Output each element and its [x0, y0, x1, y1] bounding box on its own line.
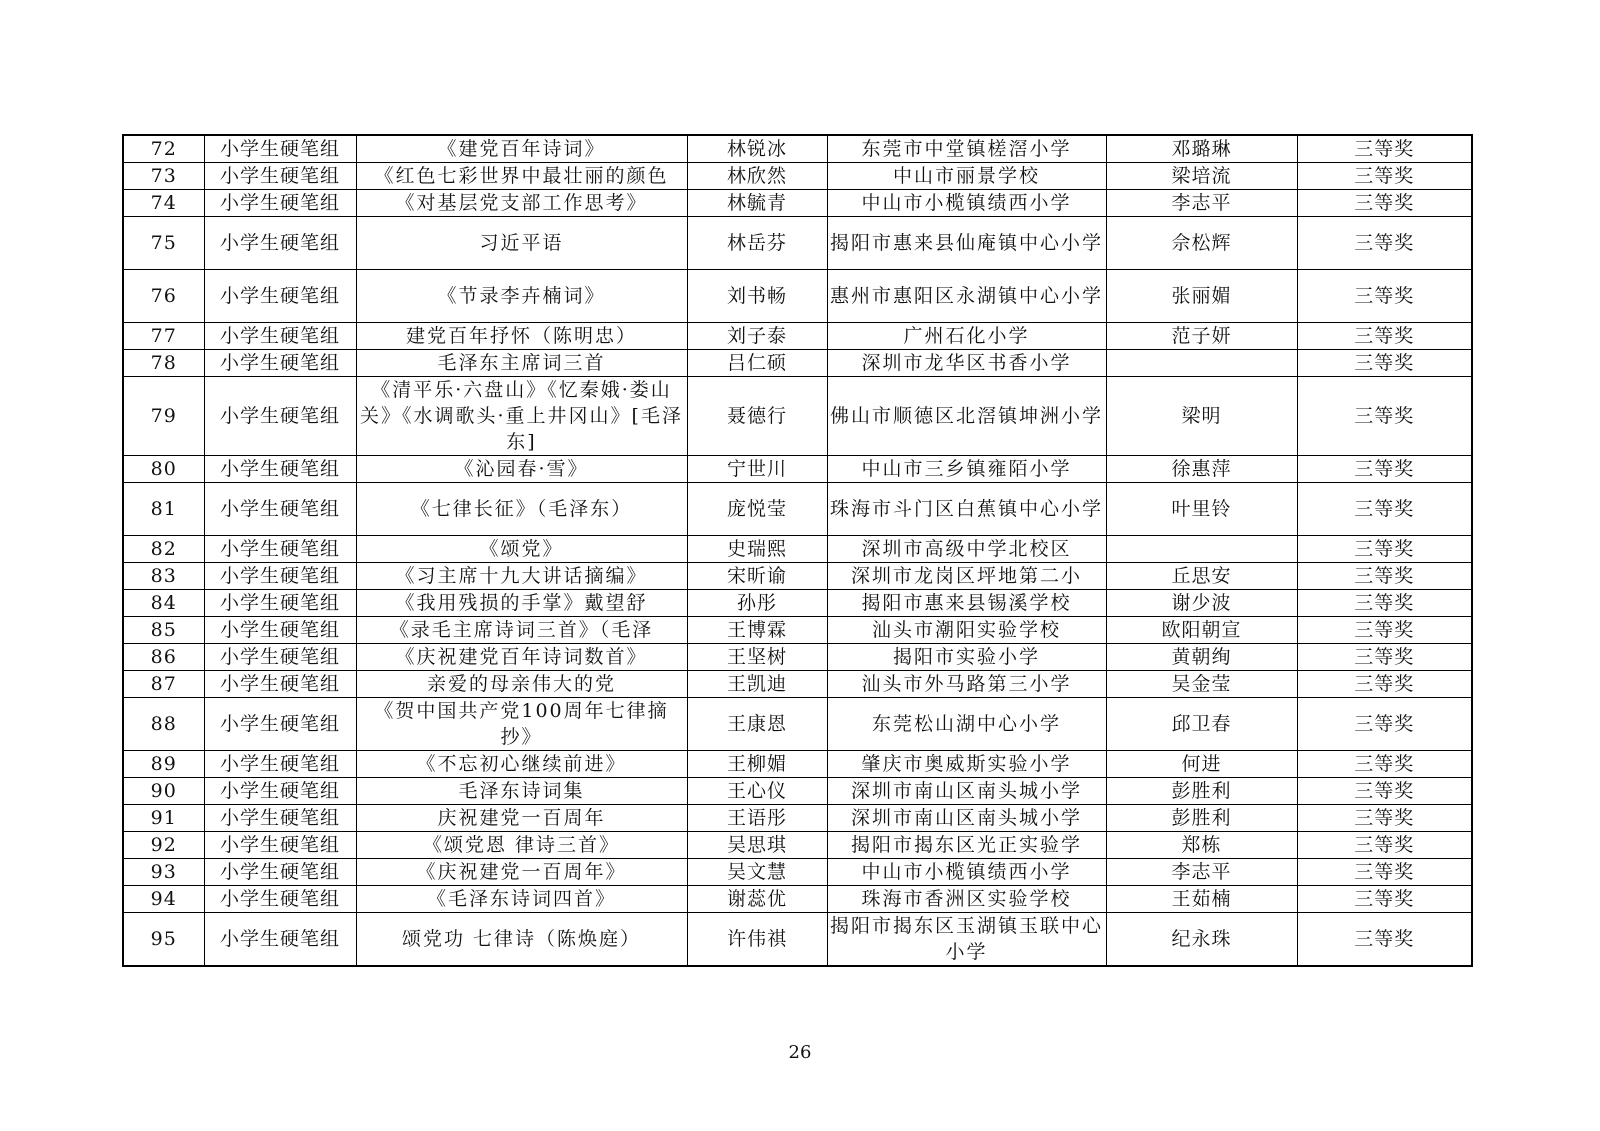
- teacher-cell: 李志平: [1106, 859, 1297, 886]
- row-number-cell: 92: [123, 832, 204, 859]
- award-cell: 三等奖: [1297, 859, 1472, 886]
- group-cell: 小学生硬笔组: [204, 805, 356, 832]
- teacher-cell: 张丽媚: [1106, 270, 1297, 323]
- row-number-cell: 76: [123, 270, 204, 323]
- group-cell: 小学生硬笔组: [204, 190, 356, 217]
- group-cell: 小学生硬笔组: [204, 751, 356, 778]
- work-title-cell: 《贺中国共产党100周年七律摘抄》: [356, 698, 687, 751]
- school-cell: 深圳市高级中学北校区: [827, 536, 1106, 563]
- group-cell: 小学生硬笔组: [204, 377, 356, 456]
- row-number-cell: 90: [123, 778, 204, 805]
- table-row: [123, 270, 1472, 323]
- work-title-cell: 习近平语: [356, 217, 687, 270]
- table-row: [123, 805, 1472, 832]
- award-cell: 三等奖: [1297, 751, 1472, 778]
- row-number-cell: 82: [123, 536, 204, 563]
- table-row: [123, 913, 1472, 967]
- award-cell: 三等奖: [1297, 350, 1472, 377]
- award-cell: 三等奖: [1297, 617, 1472, 644]
- author-cell: 王语彤: [687, 805, 827, 832]
- group-cell: 小学生硬笔组: [204, 135, 356, 163]
- row-number-cell: 94: [123, 886, 204, 913]
- school-cell: 中山市三乡镇雍陌小学: [827, 456, 1106, 483]
- school-cell: 揭阳市揭东区光正实验学: [827, 832, 1106, 859]
- row-number-cell: 85: [123, 617, 204, 644]
- author-cell: 谢蕊优: [687, 886, 827, 913]
- table-row: [123, 135, 1472, 163]
- work-title-cell: 《清平乐·六盘山》《忆秦娥·娄山关》《水调歌头·重上井冈山》[毛泽东]: [356, 377, 687, 456]
- teacher-cell: 黄朝绚: [1106, 644, 1297, 671]
- work-title-cell: 毛泽东诗词集: [356, 778, 687, 805]
- teacher-cell: 欧阳朝宣: [1106, 617, 1297, 644]
- award-cell: 三等奖: [1297, 644, 1472, 671]
- author-cell: 王凯迪: [687, 671, 827, 698]
- table-row: [123, 190, 1472, 217]
- table-row: [123, 644, 1472, 671]
- teacher-cell: 何进: [1106, 751, 1297, 778]
- award-cell: 三等奖: [1297, 270, 1472, 323]
- school-cell: 广州石化小学: [827, 323, 1106, 350]
- row-number-cell: 73: [123, 163, 204, 190]
- work-title-cell: 《对基层党支部工作思考》: [356, 190, 687, 217]
- author-cell: 林锐冰: [687, 135, 827, 163]
- work-title-cell: 《颂党恩 律诗三首》: [356, 832, 687, 859]
- table-row: [123, 456, 1472, 483]
- table-row: [123, 563, 1472, 590]
- work-title-cell: 《颂党》: [356, 536, 687, 563]
- teacher-cell: [1106, 536, 1297, 563]
- school-cell: 中山市小榄镇绩西小学: [827, 859, 1106, 886]
- group-cell: 小学生硬笔组: [204, 859, 356, 886]
- teacher-cell: 梁明: [1106, 377, 1297, 456]
- school-cell: 揭阳市实验小学: [827, 644, 1106, 671]
- teacher-cell: 梁培流: [1106, 163, 1297, 190]
- author-cell: 王柳媚: [687, 751, 827, 778]
- author-cell: 王博霖: [687, 617, 827, 644]
- award-cell: 三等奖: [1297, 671, 1472, 698]
- teacher-cell: 郑栋: [1106, 832, 1297, 859]
- work-title-cell: 《庆祝建党一百周年》: [356, 859, 687, 886]
- school-cell: 汕头市外马路第三小学: [827, 671, 1106, 698]
- teacher-cell: 李志平: [1106, 190, 1297, 217]
- school-cell: 揭阳市揭东区玉湖镇玉联中心小学: [827, 913, 1106, 967]
- award-cell: 三等奖: [1297, 377, 1472, 456]
- author-cell: 林岳芬: [687, 217, 827, 270]
- group-cell: 小学生硬笔组: [204, 832, 356, 859]
- row-number-cell: 84: [123, 590, 204, 617]
- group-cell: 小学生硬笔组: [204, 590, 356, 617]
- author-cell: 许伟祺: [687, 913, 827, 967]
- row-number-cell: 95: [123, 913, 204, 967]
- award-cell: 三等奖: [1297, 886, 1472, 913]
- row-number-cell: 72: [123, 135, 204, 163]
- teacher-cell: 佘松辉: [1106, 217, 1297, 270]
- school-cell: 深圳市南山区南头城小学: [827, 778, 1106, 805]
- award-cell: 三等奖: [1297, 805, 1472, 832]
- row-number-cell: 86: [123, 644, 204, 671]
- group-cell: 小学生硬笔组: [204, 456, 356, 483]
- author-cell: 宋昕谕: [687, 563, 827, 590]
- row-number-cell: 77: [123, 323, 204, 350]
- award-cell: 三等奖: [1297, 778, 1472, 805]
- author-cell: 孙彤: [687, 590, 827, 617]
- table-row: [123, 832, 1472, 859]
- award-cell: 三等奖: [1297, 913, 1472, 967]
- table-row: [123, 590, 1472, 617]
- work-title-cell: 《节录李卉楠词》: [356, 270, 687, 323]
- author-cell: 刘子泰: [687, 323, 827, 350]
- author-cell: 史瑞熙: [687, 536, 827, 563]
- group-cell: 小学生硬笔组: [204, 350, 356, 377]
- award-list-table: [122, 134, 1473, 967]
- award-cell: 三等奖: [1297, 590, 1472, 617]
- group-cell: 小学生硬笔组: [204, 886, 356, 913]
- work-title-cell: 《庆祝建党百年诗词数首》: [356, 644, 687, 671]
- award-cell: 三等奖: [1297, 832, 1472, 859]
- group-cell: 小学生硬笔组: [204, 270, 356, 323]
- author-cell: 吴文慧: [687, 859, 827, 886]
- row-number-cell: 83: [123, 563, 204, 590]
- teacher-cell: 纪永珠: [1106, 913, 1297, 967]
- school-cell: 东莞市中堂镇槎滘小学: [827, 135, 1106, 163]
- work-title-cell: 毛泽东主席词三首: [356, 350, 687, 377]
- row-number-cell: 80: [123, 456, 204, 483]
- row-number-cell: 87: [123, 671, 204, 698]
- table-row: [123, 323, 1472, 350]
- teacher-cell: 范子妍: [1106, 323, 1297, 350]
- table-row: [123, 483, 1472, 536]
- group-cell: 小学生硬笔组: [204, 778, 356, 805]
- row-number-cell: 88: [123, 698, 204, 751]
- school-cell: 深圳市龙岗区坪地第二小: [827, 563, 1106, 590]
- row-number-cell: 81: [123, 483, 204, 536]
- table-row: [123, 163, 1472, 190]
- award-cell: 三等奖: [1297, 163, 1472, 190]
- table-row: [123, 859, 1472, 886]
- row-number-cell: 79: [123, 377, 204, 456]
- row-number-cell: 74: [123, 190, 204, 217]
- author-cell: 聂德行: [687, 377, 827, 456]
- award-cell: 三等奖: [1297, 323, 1472, 350]
- group-cell: 小学生硬笔组: [204, 483, 356, 536]
- award-cell: 三等奖: [1297, 698, 1472, 751]
- award-cell: 三等奖: [1297, 456, 1472, 483]
- teacher-cell: 王茹楠: [1106, 886, 1297, 913]
- award-cell: 三等奖: [1297, 483, 1472, 536]
- table-row: [123, 536, 1472, 563]
- teacher-cell: 谢少波: [1106, 590, 1297, 617]
- group-cell: 小学生硬笔组: [204, 536, 356, 563]
- row-number-cell: 75: [123, 217, 204, 270]
- school-cell: 揭阳市惠来县锡溪学校: [827, 590, 1106, 617]
- group-cell: 小学生硬笔组: [204, 644, 356, 671]
- school-cell: 东莞松山湖中心小学: [827, 698, 1106, 751]
- row-number-cell: 78: [123, 350, 204, 377]
- row-number-cell: 89: [123, 751, 204, 778]
- school-cell: 深圳市龙华区书香小学: [827, 350, 1106, 377]
- work-title-cell: 亲爱的母亲伟大的党: [356, 671, 687, 698]
- school-cell: 佛山市顺德区北滘镇坤洲小学: [827, 377, 1106, 456]
- teacher-cell: 丘思安: [1106, 563, 1297, 590]
- teacher-cell: [1106, 350, 1297, 377]
- author-cell: 王心仪: [687, 778, 827, 805]
- teacher-cell: 叶里铃: [1106, 483, 1297, 536]
- author-cell: 刘书畅: [687, 270, 827, 323]
- school-cell: 肇庆市奥威斯实验小学: [827, 751, 1106, 778]
- school-cell: 中山市小榄镇绩西小学: [827, 190, 1106, 217]
- row-number-cell: 91: [123, 805, 204, 832]
- work-title-cell: 《七律长征》（毛泽东）: [356, 483, 687, 536]
- author-cell: 吕仁硕: [687, 350, 827, 377]
- group-cell: 小学生硬笔组: [204, 217, 356, 270]
- table-row: [123, 778, 1472, 805]
- table-row: [123, 617, 1472, 644]
- author-cell: 林欣然: [687, 163, 827, 190]
- teacher-cell: 徐惠萍: [1106, 456, 1297, 483]
- work-title-cell: 庆祝建党一百周年: [356, 805, 687, 832]
- author-cell: 林毓青: [687, 190, 827, 217]
- award-cell: 三等奖: [1297, 190, 1472, 217]
- group-cell: 小学生硬笔组: [204, 671, 356, 698]
- page-number: 26: [788, 1042, 812, 1063]
- author-cell: 庞悦莹: [687, 483, 827, 536]
- teacher-cell: 吴金莹: [1106, 671, 1297, 698]
- award-cell: 三等奖: [1297, 217, 1472, 270]
- author-cell: 王坚树: [687, 644, 827, 671]
- school-cell: 揭阳市惠来县仙庵镇中心小学: [827, 217, 1106, 270]
- author-cell: 宁世川: [687, 456, 827, 483]
- award-cell: 三等奖: [1297, 135, 1472, 163]
- work-title-cell: 《建党百年诗词》: [356, 135, 687, 163]
- table-row: [123, 377, 1472, 456]
- work-title-cell: 建党百年抒怀（陈明忠）: [356, 323, 687, 350]
- author-cell: 吴思琪: [687, 832, 827, 859]
- group-cell: 小学生硬笔组: [204, 323, 356, 350]
- row-number-cell: 93: [123, 859, 204, 886]
- teacher-cell: 彭胜利: [1106, 778, 1297, 805]
- teacher-cell: 邓璐琳: [1106, 135, 1297, 163]
- work-title-cell: 《毛泽东诗词四首》: [356, 886, 687, 913]
- group-cell: 小学生硬笔组: [204, 617, 356, 644]
- school-cell: 中山市丽景学校: [827, 163, 1106, 190]
- work-title-cell: 《不忘初心继续前进》: [356, 751, 687, 778]
- work-title-cell: 《红色七彩世界中最壮丽的颜色: [356, 163, 687, 190]
- award-cell: 三等奖: [1297, 563, 1472, 590]
- group-cell: 小学生硬笔组: [204, 913, 356, 967]
- work-title-cell: 《习主席十九大讲话摘编》: [356, 563, 687, 590]
- table-row: [123, 751, 1472, 778]
- teacher-cell: 彭胜利: [1106, 805, 1297, 832]
- table-body: [123, 135, 1472, 966]
- work-title-cell: 颂党功 七律诗（陈焕庭）: [356, 913, 687, 967]
- school-cell: 珠海市香洲区实验学校: [827, 886, 1106, 913]
- school-cell: 珠海市斗门区白蕉镇中心小学: [827, 483, 1106, 536]
- school-cell: 汕头市潮阳实验学校: [827, 617, 1106, 644]
- author-cell: 王康恩: [687, 698, 827, 751]
- table-row: [123, 350, 1472, 377]
- school-cell: 深圳市南山区南头城小学: [827, 805, 1106, 832]
- table-row: [123, 217, 1472, 270]
- group-cell: 小学生硬笔组: [204, 563, 356, 590]
- work-title-cell: 《我用残损的手掌》戴望舒: [356, 590, 687, 617]
- table-row: [123, 698, 1472, 751]
- group-cell: 小学生硬笔组: [204, 163, 356, 190]
- table-row: [123, 886, 1472, 913]
- table-row: [123, 671, 1472, 698]
- work-title-cell: 《录毛主席诗词三首》（毛泽: [356, 617, 687, 644]
- award-cell: 三等奖: [1297, 536, 1472, 563]
- group-cell: 小学生硬笔组: [204, 698, 356, 751]
- work-title-cell: 《沁园春·雪》: [356, 456, 687, 483]
- school-cell: 惠州市惠阳区永湖镇中心小学: [827, 270, 1106, 323]
- teacher-cell: 邱卫春: [1106, 698, 1297, 751]
